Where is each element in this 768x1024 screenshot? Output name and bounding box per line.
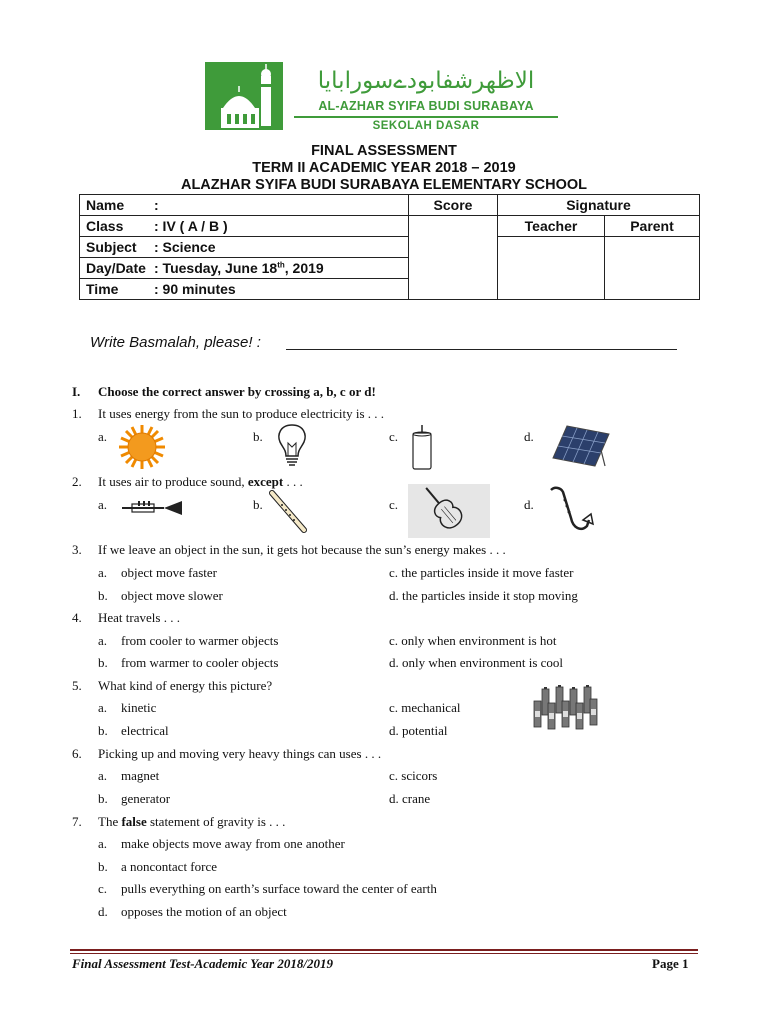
option-c[interactable]: c. <box>389 497 399 512</box>
option-d-text: opposes the motion of an object <box>121 904 287 919</box>
teacher-header: Teacher <box>498 216 605 237</box>
solar-panel-icon <box>551 424 611 468</box>
question-text: What kind of energy this picture? <box>98 678 273 693</box>
question-text: Heat travels . . . <box>98 610 180 625</box>
question-number: 5. <box>72 678 82 693</box>
date-cell: Day/Date : Tuesday, June 18th, 2019 <box>80 258 409 279</box>
option-d[interactable]: d. crane <box>389 791 431 806</box>
option-b-text: electrical <box>121 723 169 738</box>
score-box[interactable] <box>409 216 498 300</box>
option-d[interactable]: d. <box>98 904 108 919</box>
option-b[interactable]: b. <box>98 588 108 603</box>
question-text: The false statement of gravity is . . . <box>98 814 286 829</box>
student-info-table <box>79 194 700 300</box>
title-line-3: ALAZHAR SYIFA BUDI SURABAYA ELEMENTARY SCHOOL <box>180 177 588 193</box>
option-b[interactable]: b. <box>98 859 108 874</box>
question-text: It uses air to produce sound, except . . . <box>98 474 303 489</box>
option-b[interactable]: b. <box>98 655 108 670</box>
score-header: Score <box>409 195 498 216</box>
school-level: SEKOLAH DASAR <box>372 120 480 132</box>
option-b-text: a noncontact force <box>121 859 218 874</box>
option-a-text: kinetic <box>121 700 157 715</box>
class-cell: Class : IV ( A / B ) <box>80 216 409 237</box>
question-number: 4. <box>72 610 82 625</box>
option-b[interactable]: b. <box>98 791 108 806</box>
batteries-icon <box>528 685 604 731</box>
option-a[interactable]: a. <box>98 565 108 580</box>
option-c[interactable]: c. <box>389 429 399 444</box>
option-a-text: from cooler to warmer objects <box>121 633 279 648</box>
parent-header: Parent <box>605 216 700 237</box>
option-d[interactable]: d. only when environment is cool <box>389 655 564 670</box>
title-line-1: FINAL ASSESSMENT <box>311 143 457 159</box>
signature-header: Signature <box>498 195 700 216</box>
logo-divider <box>294 116 558 118</box>
question-number: 7. <box>72 814 82 829</box>
option-b[interactable]: b. <box>253 429 263 444</box>
name-cell[interactable]: Name : <box>80 195 409 216</box>
option-d[interactable]: d. potential <box>389 723 448 738</box>
recorder-icon <box>268 490 308 534</box>
option-d[interactable]: d. the particles inside it stop moving <box>389 588 578 603</box>
question-text: It uses energy from the sun to produce electricity is . . . <box>98 406 385 421</box>
option-a[interactable]: a. <box>98 700 108 715</box>
time-cell: Time : 90 minutes <box>80 279 409 300</box>
question-number: 3. <box>72 542 82 557</box>
mosque-icon <box>205 62 283 130</box>
sun-icon <box>118 424 166 470</box>
question-number: 1. <box>72 406 82 421</box>
option-a[interactable]: a. <box>98 497 108 512</box>
option-a-text: magnet <box>121 768 160 783</box>
question-number: 6. <box>72 746 82 761</box>
question-text: Picking up and moving very heavy things can uses . . . <box>98 746 382 761</box>
section-instruction: Choose the correct answer by crossing a, b, c or d! <box>98 384 376 399</box>
option-a[interactable]: a. <box>98 768 108 783</box>
option-d[interactable]: d. <box>524 497 534 512</box>
option-c[interactable]: c. only when environment is hot <box>389 633 557 648</box>
school-name-arabic: الاظهرشفابودےسورابايا <box>317 68 535 94</box>
violin-icon <box>416 486 480 536</box>
subject-cell: Subject : Science <box>80 237 409 258</box>
light-bulb-icon <box>275 423 309 469</box>
option-c[interactable]: c. <box>98 881 108 896</box>
trumpet-icon <box>120 499 186 517</box>
option-c-text: pulls everything on earth’s surface toward the center of earth <box>121 881 437 896</box>
option-a-text: object move faster <box>121 565 218 580</box>
question-number: 2. <box>72 474 82 489</box>
option-b[interactable]: b. <box>253 497 263 512</box>
option-a[interactable]: a. <box>98 836 108 851</box>
option-b-text: from warmer to cooler objects <box>121 655 279 670</box>
option-a[interactable]: a. <box>98 633 108 648</box>
question-text: If we leave an object in the sun, it gets hot because the sun’s energy makes . . . <box>98 542 506 557</box>
school-name-english: AL-AZHAR SYIFA BUDI SURABAYA <box>318 99 534 113</box>
page-number: Page 1 <box>652 956 689 971</box>
teacher-signature-box[interactable] <box>498 237 605 300</box>
basmalah-prompt: Write Basmalah, please! : <box>90 334 261 351</box>
title-line-2: TERM II ACADEMIC YEAR 2018 – 2019 <box>252 160 516 176</box>
option-a-text: make objects move away from one another <box>121 836 345 851</box>
saxophone-icon <box>545 484 593 538</box>
option-c[interactable]: c. scicors <box>389 768 438 783</box>
footer-rule <box>70 949 698 951</box>
option-b-text: generator <box>121 791 171 806</box>
option-b-text: object move slower <box>121 588 223 603</box>
option-a[interactable]: a. <box>98 429 108 444</box>
parent-signature-box[interactable] <box>605 237 700 300</box>
option-c[interactable]: c. mechanical <box>389 700 461 715</box>
school-logo <box>205 62 283 130</box>
option-d[interactable]: d. <box>524 429 534 444</box>
option-c[interactable]: c. the particles inside it move faster <box>389 565 574 580</box>
footer-rule-thin <box>70 953 698 954</box>
option-b[interactable]: b. <box>98 723 108 738</box>
footer-title: Final Assessment Test-Academic Year 2018/2019 <box>72 956 333 971</box>
candle-icon <box>410 423 434 471</box>
section-number: I. <box>72 384 81 399</box>
basmalah-answer-line[interactable] <box>286 349 677 350</box>
